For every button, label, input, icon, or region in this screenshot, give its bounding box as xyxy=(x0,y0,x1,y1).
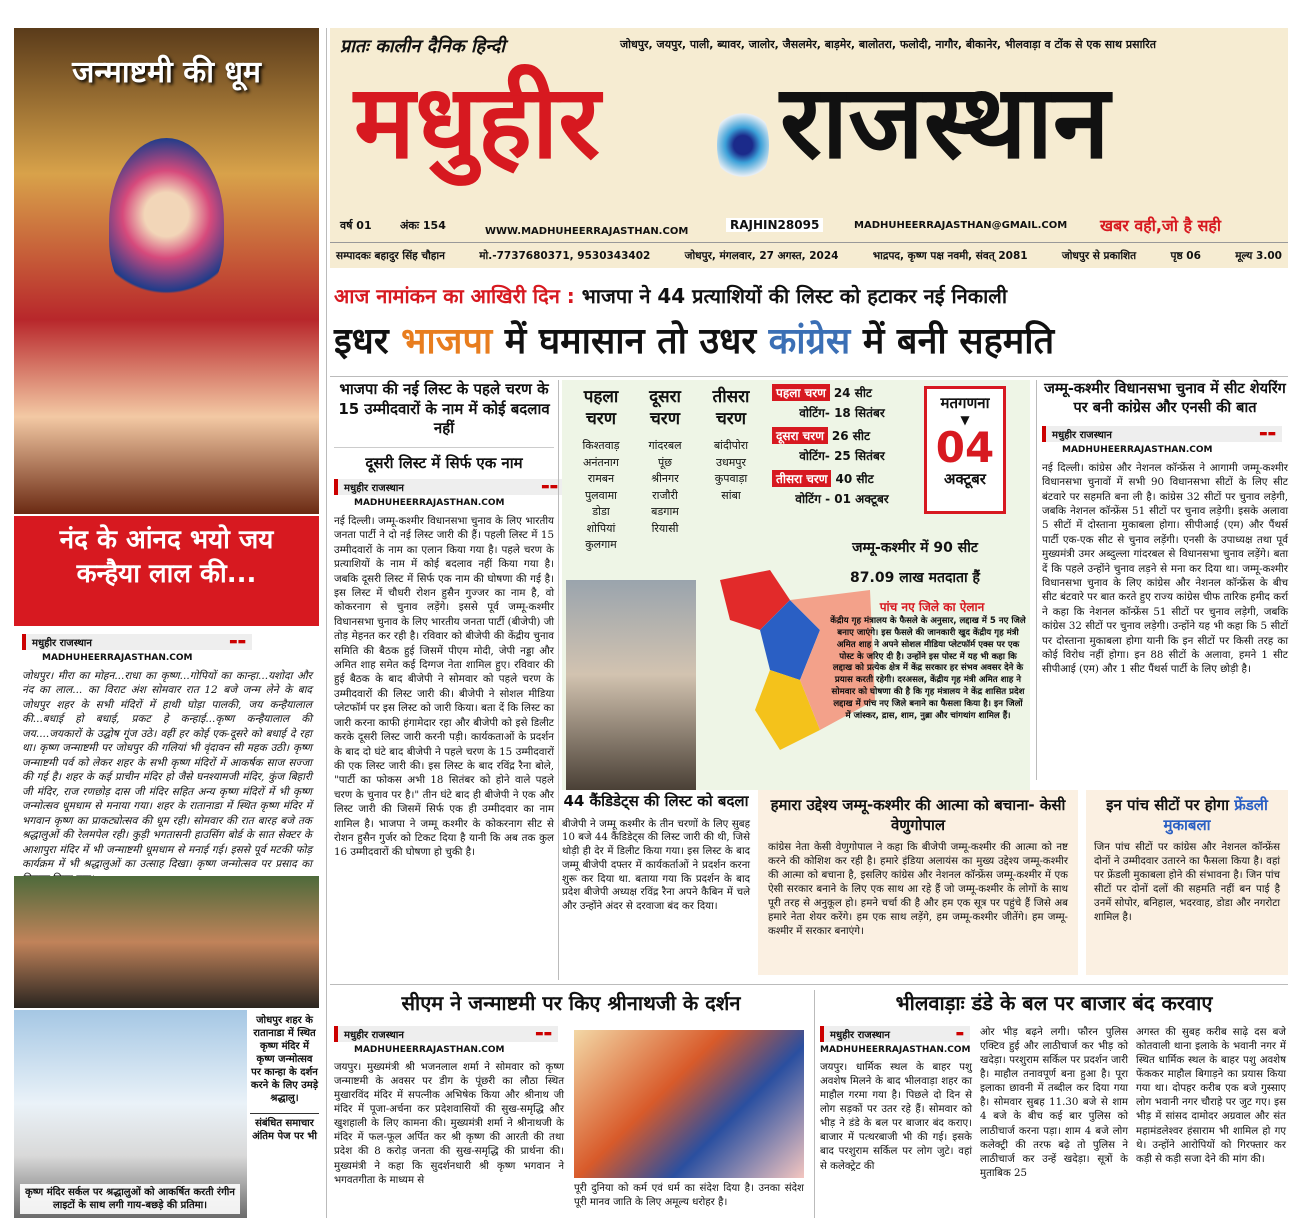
price: मूल्य 3.00 xyxy=(1235,249,1282,262)
peacock-feather-icon xyxy=(717,100,769,190)
district-item: उधमपुर xyxy=(715,455,747,469)
phase3-title: तीसरा चरण xyxy=(712,387,750,430)
phase1-title: पहला चरण xyxy=(583,387,619,430)
candidates-body: बीजेपी ने जम्मू कश्मीर के तीन चरणों के लिए सुबह 10 बजे 44 कैंडिडेट्स की लिस्ट जारी की थी, जिसे थोड़ी ही देर में डिलीट किया गया। इस लिस्ट के बाद जम्मू बीजेपी दफ्तर में कार्यकर्ताओं ने प्रदर्शन करना शुरू कर दिया था. बताया गया कि प्रदर्शन के बाद प्रदेश बीजेपी अध्यक्ष रविंद्र रैना अपने कैबिन में चले और उन्होंने अंदर से दरवाजा बंद कर दिया। xyxy=(562,818,750,913)
left-byline-url: MADHUHEERRAJASTHAN.COM xyxy=(42,653,193,663)
lead-headline: इधर भाजपा में घमासान तो उधर कांग्रेस में बनी सहमति xyxy=(334,321,1055,362)
district-item: रियासी xyxy=(651,521,679,535)
page-count: पृष्ठ 06 xyxy=(1170,249,1201,262)
editor: सम्पादकः बहादुर सिंह चौहान xyxy=(336,249,445,262)
divider xyxy=(326,28,327,1218)
district-item: सांबा xyxy=(721,488,741,502)
slogan: खबर वही,जो है सही xyxy=(1100,216,1222,235)
voters-count: 87.09 लाख मतदाता हैं xyxy=(850,570,980,586)
bjp-byline-url: MADHUHEERRAJASTHAN.COM xyxy=(354,498,505,508)
website-link[interactable]: WWW.MADHUHEERRAJASTHAN.COM xyxy=(485,226,689,237)
district-item: कुलगाम xyxy=(585,538,617,552)
bhilwara-headline: भीलवाड़ाः डंडे के बल पर बाजार बंद करवाए xyxy=(895,991,1213,1015)
cm-story xyxy=(334,990,808,1218)
related-note: संबंधित समाचार अंतिम पेज पर भी xyxy=(250,1113,319,1143)
jk-byline-url: MADHUHEERRAJASTHAN.COM xyxy=(1062,444,1213,455)
phase1-districts xyxy=(572,438,630,554)
side-caption: जोधपुर शहर के रातानाडा में स्थित कृष्ण मंदिर में कृष्ण जन्मोत्सव पर कान्हा के दर्शन करने के लिए उमड़े श्रद्धालु। xyxy=(250,1015,319,1104)
masthead-title-2: राजस्थान xyxy=(780,63,1110,182)
candidates-headline: 44 कैंडिडेट्स की लिस्ट को बदला xyxy=(563,792,749,810)
divider xyxy=(330,984,1288,985)
issue: अंकः 154 xyxy=(400,219,446,232)
masthead-tagline: प्रातः कालीन दैनिक हिन्दी xyxy=(340,36,505,57)
candidates-story xyxy=(562,792,750,975)
seats-total: जम्मू-कश्मीर में 90 सीट xyxy=(852,540,978,556)
district-item: डोडा xyxy=(592,505,610,519)
info-strip xyxy=(330,242,1288,268)
red-bar-icon: ▬▬ xyxy=(228,637,246,647)
bhilwara-col1: जयपुर। धार्मिक स्थल के बाहर पशु अवशेष मिलने के बाद भीलवाड़ा शहर का माहौल गरमा गया है। पिछले दो दिन से लोग सड़कों पर उतर रहे हैं। सोमवार को भीड़ ने डंडे के बल पर बाजार बंद कराए। बाजार में पत्थरबाजी भी की गई। इसके बाद परशुराम सर्किल पर लोग जुटे। वहां से कलेक्ट्रेट की xyxy=(820,1062,972,1172)
district-item: गांदरबल xyxy=(648,439,682,453)
cow-statue-photo xyxy=(14,1010,247,1218)
district-item: पुलवामा xyxy=(584,488,618,502)
left-body: जोधपुर। मीरा का मोहन...राधा का कृष्ण...गोपियों का कान्हा...यशोदा और नंद का लाल... का विराट अंश सोमवार रात 12 बजे जन्म लेने के बाद जोधपुर शहर के सभी मंदिरों में हाथी घोड़ा पालकी, जय कन्हैयालाल की...बधाई हो बधाई, प्रकट हे कन्हाई...कृष्ण कन्हैयालाल की जय....जयकारों के उद्घोष गूंज उठे। वहीं हर कोई एक-दूसरे को बधाई दे रहा था। कृष्ण जन्माष्टमी पर जोधपुर की गलियां भी वृंदावन सी महक उठी। कृष्ण जन्माष्टमी पर्व को लेकर शहर के सभी कृष्ण मंदिरों में आकर्षक साज सज्जा की गई है। शहर के कई प्राचीन मंदिर हो जैसे घनश्यामजी मंदिर, कुंज बिहारी जी मंदिर, राज रणछोड़ दास जी मंदिर सहित अन्य कृष्ण मंदिरों में भी कृष्ण जन्मोत्सव धूमधाम से मनाया गया। शहर के रातानाडा में स्थित कृष्ण मंदिर में भगवान कृष्ण का प्राकट्योत्सव की धूम रही। सोमवार की रात बारह बजे तक श्रद्धालुओं की रेलमपेल रही। कुड़ी भगतासनी हाउसिंग बोर्ड के सात सेक्टर के आशापुरा मंदिर में भी जन्माष्टमी धूमधाम से मनाई गई। इससे पूर्व मटकी फोड़ कार्यक्रम में भी श्रद्धालुओं का उत्साह दिखा। कृष्ण जन्मोत्सव पर प्रसाद का xyxy=(22,670,312,871)
election-infographic xyxy=(562,380,1030,790)
phase2-title: दूसरा चरण xyxy=(649,387,681,430)
new-districts-title: पांच नए जिले का ऐलान xyxy=(879,600,985,614)
divider xyxy=(330,376,1288,377)
jk-body: नई दिल्ली। कांग्रेस और नेशनल कॉन्फ्रेंस ने आगामी जम्मू-कश्मीर विधानसभा चुनावों में सभी 90 विधानसभा सीटों के लिए सीट बंटवारे पर सहमति बना ली है। कांग्रेस 32 सीटों पर चुनाव लड़ेगी, जबकि नेशनल कॉन्फ्रेंस 51 सीटों पर चुनाव लड़ेगी। इसके अलावा 5 सीटों में दोस्ताना मुकाबला होगा। सीपीआई (एम) और पैंथर्स पार्टी एक-एक सीट से चुनाव लड़ेंगी। एनसी के उपाध्यक्ष तथा पूर्व मुख्यमंत्री उमर अब्दुल्ला गांदरबल से विधानसभा चुनाव लड़ेंगे। बता दें कि पहले उन्होंने चुनाव लड़ने से मना कर दिया था। जम्मू-कश्मीर विधानसभा चुनाव के लिए कांग्रेस और नेशनल कॉन्फ्रेंस के बीच सीट बंटवारे पर बात करते हुए राज्य कांग्रेस चीफ तारिक हमीद कर्रा ने कहा कि नेशनल कॉन्फ्रेंस 51 सीटों पर चुनाव लड़ेगी, जबकि कांग्रेस 32 सीटों पर चुनाव लड़ेगी। उन्होंने यह भी कहा कि 5 सीटों पर दोस्ताना मुकाबला होगा यानी कि इन सीटों पर किसी तरह का कोई विरोध नहीं होगा। इन 88 सीटों के अलावा, हमने 1 सीट सीपीआई (एम) और 1 सीट पैंथर्स पार्टी के लिए छोड़ी है। xyxy=(1042,461,1288,676)
cm-photo-caption: पूरी दुनिया को कर्म एवं धर्म का संदेश दिया है। उनका संदेश पूरी मानव जाति के लिए अमूल्य धरोहर है। xyxy=(574,1183,804,1209)
reg-number: RAJHIN28095 xyxy=(726,218,823,232)
jk-story xyxy=(1042,380,1288,778)
lead-subhead: भाजपा ने 44 प्रत्याशियों की लिस्ट को हटाकर नई निकाली xyxy=(581,284,1008,308)
district-item: बांदीपोरा xyxy=(713,439,749,453)
counting-box: मतगणना ▼ 04 अक्टूबर xyxy=(924,386,1006,514)
krishna-idol-image xyxy=(109,138,224,308)
masthead-cities: जोधपुर, जयपुर, पाली, ब्यावर, जालोर, जैसलमेर, बाड़मेर, बालोतरा, फलोदी, नागौर, बीकानेर, भीलवाड़ा व टोंक से एक साथ प्रसारित xyxy=(620,38,1157,51)
venugopal-story xyxy=(758,790,1078,975)
cm-byline-url: MADHUHEERRAJASTHAN.COM xyxy=(354,1045,505,1055)
banner-title: जन्माष्टमी की धूम xyxy=(72,55,261,90)
bjp-byline: मधुहीर राजस्थान ▬▬ xyxy=(334,479,564,495)
bjp-story xyxy=(334,380,558,975)
cm-headline: सीएम ने जन्माष्टमी पर किए श्रीनाथजी के दर्शन xyxy=(401,991,741,1015)
bhilwara-story xyxy=(820,990,1288,1218)
bjp-body: नई दिल्ली। जम्मू-कश्मीर विधानसभा चुनाव के लिए भारतीय जनता पार्टी ने दो नई लिस्ट जारी की हैं। पहली लिस्ट में 15 उम्मीदवारों के नाम का एलान किया गया है। पहले चरण के प्रत्याशियों के नाम में कोई बदलाव नहीं किया गया है। जबकि दूसरी लिस्ट में सिर्फ एक नाम की घोषणा की गई है। इस लिस्ट में चौधरी रोशन हुसैन गुज्जर का नाम है, वो कोकरनाग से चुनाव लड़ेंगे। इससे पूर्व जम्मू-कश्मीर विधानसभा चुनाव के लिए भारतीय जनता पार्टी (बीजेपी) जी तोड़ मेहनत कर रही है। रविवार को बीजेपी की केंद्रीय चुनाव समिति की बैठक हुई जिसमें पीएम मोदी, जेपी नड्डा और अमित शाह समेत कई दिग्गज नेता शामिल हुए। रविवार की हुई बैठक के बाद बीजेपी ने सोमवार को पहले चरण के उम्मीदवारों की लिस्ट जारी की। बीजेपी ने सोशल मीडिया प्लेटफॉर्म पर इस लिस्ट को जारी किया। बता दें कि लिस्ट का जारी करना काफी हंगामेदार रहा और बीजेपी को इसे डिलीट करके दूसरी लिस्ट जारी करनी पड़ी। कार्यकताओं के प्रदर्शन के बाद दो घंटे बाद बीजेपी ने पहले चरण के 15 उम्मीदवारों की एक लिस्ट जारी की। इस लिस्ट के बाद रविंद्र रैना बोले, "पार्टी का फोकस अभी 18 सितंबर को होने वाले पहले चरण के चुनाव पर है।" तीन घंटे बाद ही बीजेपी ने एक और लिस्ट जारी की जिसमें सिर्फ एक ही उम्मीदवार का नाम शामिल है। भाजपा ने जम्मू कश्मीर के कोकरनाग सीट से रोशन हुसैन गुर्जर को टिकट दिया है यानी कि अब तक कुल 16 उम्मीदवारों की घोषणा हो चुकी है। xyxy=(334,515,554,859)
venugopal-headline: हमारा उद्देश्य जम्मू-कश्मीर की आत्मा को बचाना- केसी वेणुगोपाल xyxy=(770,796,1066,834)
district-item: बडगाम xyxy=(651,505,679,519)
bhilwara-byline-url: MADHUHEERRAJASTHAN.COM xyxy=(820,1045,971,1055)
district-item: रामबन xyxy=(587,472,615,486)
devotees-photo xyxy=(14,876,319,1008)
phase3-districts xyxy=(700,438,762,504)
lead-kicker: आज नामांकन का आखिरी दिन : xyxy=(334,284,575,308)
bjp-subhead: दूसरी लिस्ट में सिर्फ एक नाम xyxy=(334,447,554,474)
protest-photo xyxy=(566,580,696,790)
bjp-headline: भाजपा की नई लिस्ट के पहले चरण के 15 उम्मीदवारों के नाम में कोई बदलाव नहीं xyxy=(338,380,550,437)
samvat: भाद्रपद, कृष्ण पक्ष नवमी, संवत् 2081 xyxy=(872,249,1028,262)
friendly-body: जिन पांच सीटों पर कांग्रेस और नेशनल कॉन्फ्रेंस दोनों ने उम्मीदवार उतारने का फैसला किया है। वहां पर फ्रेंडली मुकाबला होने की संभावना है। जिन पांच सीटों पर दोनों दलों की सहमति नहीं बन पाई है उनमें सोपोर, बनिहाल, भदरवाह, डोडा और नगरोटा शामिल है। xyxy=(1094,842,1280,924)
masthead xyxy=(330,28,1288,268)
issue-date: जोधपुर, मंगलवार, 27 अगस्त, 2024 xyxy=(684,249,839,262)
phase2-column xyxy=(636,386,694,537)
divider xyxy=(1036,380,1037,780)
friendly-story xyxy=(1086,790,1288,975)
district-item: किश्तवाड़ xyxy=(582,439,620,453)
bhilwara-col2: ओर भीड़ बढ़ने लगी। फौरन पुलिस एक्टिव हुई और लाठीचार्ज कर भीड़ को खदेड़ा। परशुराम सर्किल पर प्रदर्शन जारी है। माहौल तनावपूर्ण बना हुआ है। पूरा इलाका छावनी में तब्दील कर दिया गया है। सोमवार सुबह 11.30 बजे से शाम 4 बजे के बीच कई बार पुलिस को लाठीचार्ज करना पड़ा। शाम 4 बजे लोग कलेक्ट्री की तरफ बढ़े तो पुलिस ने लाठीचार्ज कर उन्हें खदेड़ा। सूत्रों के मुताबिक 25 xyxy=(980,1027,1128,1179)
venugopal-body: कांग्रेस नेता केसी वेणुगोपाल ने कहा कि बीजेपी जम्मू-कश्मीर की आत्मा को नष्ट करने की कोशिश कर रही है। हमारे इंडिया अलायंस का मुख्य उद्देश्य जम्मू-कश्मीर की आत्मा को बचाना है, इसलिए कांग्रेस और नेशनल कॉन्फ्रेंस जम्मू-कश्मीर में एक ऐसी सरकार बनाने के लिए एक साथ आ रहे हैं जो जम्मू-कश्मीर के लोगों के साथ पूरी तरह से अनुकूल हो। हमने चर्चा की है और हम एक सूत्र पर पहुंचे हैं जिसे अब हमारे नेता शेयर करेंगे। हम एक साथ लड़ेंगे, हम जम्मू-कश्मीर जीतेंगे। हम जम्मू-कश्मीर में सरकार बनाएंगे। xyxy=(768,842,1068,938)
district-item: कुपवाड़ा xyxy=(714,472,748,486)
left-headline: नंद के आंनद भयो जय कन्हैया लाल की... xyxy=(59,525,274,589)
cm-body: जयपुर। मुख्यमंत्री श्री भजनलाल शर्मा ने सोमवार को कृष्ण जन्माष्टमी के अवसर पर डीग के पूंछरी का लौठा स्थित मुखारविंद मंदिर में सपत्नीक अभिषेक किया और श्रीनाथ जी मंदिर में पूजा-अर्चना कर प्रदेशवासियों की सुख-समृद्धि और खुशहाली के लिए कामना की। मुख्यमंत्री शर्मा ने श्रीनाथजी के मंदिर में फल-फूल अर्पित कर श्री कृष्ण की आरती की तथा प्रदेश की 8 करोड़ जनता की सुख-समृद्धि की प्रार्थना की। मुख्यमंत्री ने कहा कि सुदर्शनधारी श्री कृष्ण भगवान ने भगवतगीता के माध्यम से xyxy=(334,1062,564,1186)
jk-byline: मधुहीर राजस्थान ▬▬ xyxy=(1042,426,1282,442)
cm-temple-photo xyxy=(574,1030,804,1178)
left-column xyxy=(14,28,319,1218)
masthead-title-1: मधुहीर xyxy=(354,63,601,182)
janmashtami-banner xyxy=(14,28,319,514)
email-link[interactable]: MADHUHEERRAJASTHAN@GMAIL.COM xyxy=(854,220,1068,231)
lead-kicker-row xyxy=(334,282,1284,314)
map-text: केंद्रीय गृह मंत्रालय के फैसले के अनुसार, लद्दाख में 5 नए जिले बनाए जाएंगे। इस फैसले की जानकारी खुद केंद्रीय गृह मंत्री अमित शाह ने अपने सोशल मीडिया प्लेटफॉर्म एक्स पर एक पोस्ट के जरिए दी है। उन्होंने इस पोस्ट में यह भी कहा कि लद्दाख को प्रत्येक क्षेत्र में केंद्र सरकार हर संभव अवसर देने के प्रयास करती रहेगी। दरअसल, केंद्रीय गृह मंत्री अमित शाह ने सोमवार को घोषणा की है कि गृह मंत्रालय ने केंद्र शासित प्रदेश लद्दाख में पांच नए जिले बनाने का फैसला किया है। इन जिलों में जांस्कर, द्रास, शाम, नुब्रा और चांगथांग शामिल हैं। xyxy=(830,616,1026,721)
cm-byline: मधुहीर राजस्थान ▬▬ xyxy=(334,1026,558,1042)
published-place: जोधपुर से प्रकाशित xyxy=(1061,249,1137,262)
phase-schedule: पहला चरण 24 सीट वोटिंग- 18 सितंबर दूसरा चरण 26 सीट वोटिंग- 25 सितंबर तीसरा चरण 40 सीट वोटिंग - 01 अक्टूबर xyxy=(772,384,912,516)
phase2-districts xyxy=(636,438,694,537)
down-arrow-icon: ▼ xyxy=(960,413,970,427)
district-item: पूंछ xyxy=(658,455,672,469)
mobile: मो.-7737680371, 9530343402 xyxy=(479,249,651,262)
divider xyxy=(558,380,559,980)
year: वर्ष 01 xyxy=(340,219,372,232)
jk-headline: जम्मू-कश्मीर विधानसभा चुनाव में सीट शेयरिंग पर बनी कांग्रेस और एनसी की बात xyxy=(1044,381,1286,416)
phase1-column xyxy=(572,386,630,554)
district-item: श्रीनगर xyxy=(651,472,679,486)
district-item: अनंतनाग xyxy=(583,455,619,469)
cow-caption: कृष्ण मंदिर सर्कल पर श्रद्धालुओं को आकर्षित करती रंगीन लाइटों के साथ लगी गाय-बछड़े की प्रतिमा। xyxy=(20,1184,240,1214)
phase3-column xyxy=(700,386,762,504)
friendly-headline: इन पांच सीटों पर होगा फ्रेंडली मुकाबला xyxy=(1106,796,1268,834)
district-item: शोपियां xyxy=(586,521,616,535)
district-item: राजौरी xyxy=(652,488,678,502)
left-headline-box xyxy=(14,516,319,626)
left-byline: मधुहीर राजस्थान ▬▬ xyxy=(22,634,252,650)
bhilwara-col3: अगस्त की सुबह करीब साढ़े दस बजे कोतवाली थाना इलाके के भवानी नगर में स्थित धार्मिक स्थल के बाहर पशु अवशेष फेंककर माहौल बिगाड़ने का प्रयास किया गया था। दोपहर करीब एक बजे गुस्साए लोग भवानी नगर चौराहे पर जुट गए। इस भीड़ में सांसद दामोदर अग्रवाल और संत महामंडलेश्वर हंसाराम भी शामिल हो गए थे। उन्होंने आरोपियों को गिरफ्तार कर कड़ी से कड़ी सजा देने की मांग की। xyxy=(1136,1027,1286,1165)
bhilwara-byline: मधुहीर राजस्थान ▬ xyxy=(820,1026,970,1042)
divider xyxy=(814,990,815,1218)
